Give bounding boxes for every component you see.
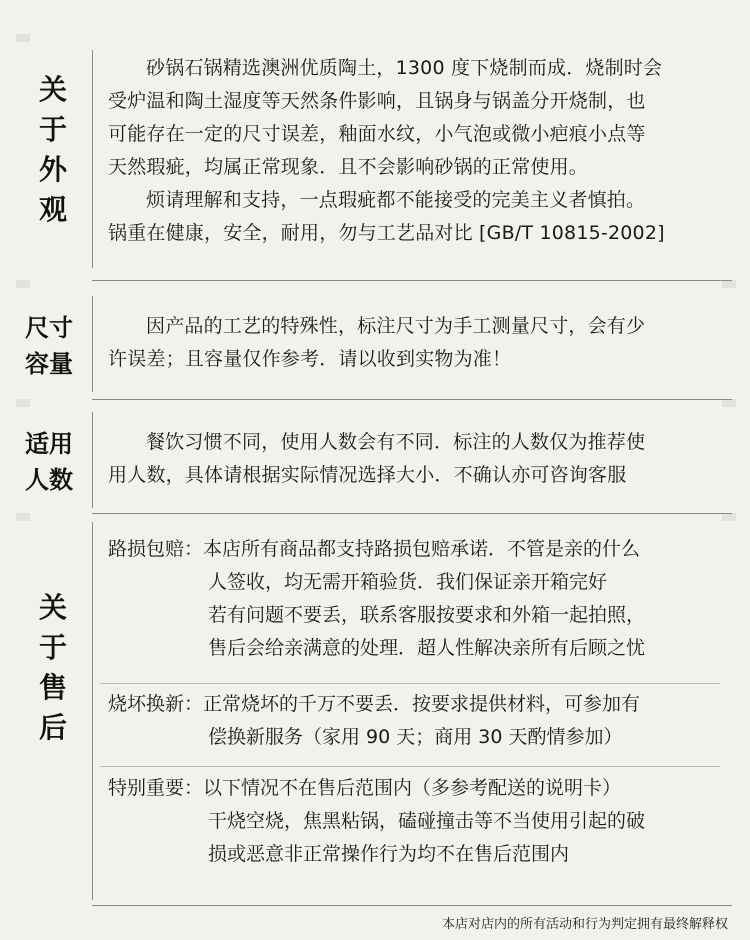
people-text xyxy=(108,426,720,492)
divider-vertical xyxy=(92,412,93,508)
label-line: 适用 xyxy=(25,430,73,458)
appearance-text xyxy=(108,52,720,250)
corner-mark xyxy=(16,399,30,407)
label-char: 售 xyxy=(38,671,67,704)
label-line: 尺寸 xyxy=(25,314,73,342)
aftersale-item-replace xyxy=(108,688,720,754)
text-line: 用人数，具体请根据实际情况选择大小．不确认亦可咨询客服 xyxy=(108,464,627,486)
section-label-people xyxy=(14,426,84,498)
label-line: 人数 xyxy=(25,466,73,494)
section-label-aftersale xyxy=(38,590,68,750)
label-char: 关 xyxy=(38,73,67,106)
corner-mark xyxy=(722,280,736,288)
text-line: 烦请理解和支持，一点瑕疵都不能接受的完美主义者慎拍。 xyxy=(146,189,646,211)
text-line: 正常烧坏的千万不要丢．按要求提供材料，可参加有 xyxy=(203,693,641,715)
divider-vertical xyxy=(92,50,93,268)
divider-horizontal xyxy=(92,280,732,281)
label-char: 外 xyxy=(38,153,67,186)
text-line: 许误差；且容量仅作参考．请以收到实物为准！ xyxy=(108,348,512,370)
text-line: 因产品的工艺的特殊性，标注尺寸为手工测量尺寸，会有少 xyxy=(146,315,646,337)
text-line: 可能存在一定的尺寸误差，釉面水纹，小气泡或微小疤痕小点等 xyxy=(108,123,646,145)
text-line: 天然瑕疵，均属正常现象．且不会影响砂锅的正常使用。 xyxy=(108,156,589,178)
item-key: 烧坏换新： xyxy=(108,693,204,715)
text-line: 受炉温和陶土湿度等天然条件影响，且锅身与锅盖分开烧制，也 xyxy=(108,90,646,112)
item-key: 路损包赔： xyxy=(108,538,204,560)
corner-mark xyxy=(16,34,30,42)
corner-mark xyxy=(16,513,30,521)
text-line: 人签收，均无需开箱验货．我们保证亲开箱完好 xyxy=(208,571,608,593)
corner-mark xyxy=(722,399,736,407)
text-line: 若有问题不要丢，联系客服按要求和外箱一起拍照， xyxy=(208,604,646,626)
corner-mark xyxy=(16,280,30,288)
text-line: 本店所有商品都支持路损包赔承诺．不管是亲的什么 xyxy=(203,538,641,560)
label-char: 观 xyxy=(38,193,67,226)
text-line: 以下情况不在售后范围内（多参考配送的说明卡） xyxy=(203,777,622,799)
divider-horizontal xyxy=(100,766,720,767)
text-line: 偿换新服务（家用 90 天；商用 30 天酌情参加） xyxy=(208,726,623,748)
label-char: 后 xyxy=(38,711,67,744)
text-line: 干烧空烧，焦黑粘锅，磕碰撞击等不当使用引起的破 xyxy=(208,810,646,832)
footer-disclaimer: 本店对店内的所有活动和行为判定拥有最终解释权 xyxy=(441,917,728,932)
label-line: 容量 xyxy=(25,350,73,378)
section-label-appearance xyxy=(38,72,68,232)
divider-vertical xyxy=(92,522,93,900)
aftersale-item-damage xyxy=(108,533,720,665)
corner-mark xyxy=(722,513,736,521)
text-line: 损或恶意非正常操作行为均不在售后范围内 xyxy=(208,843,570,865)
section-label-size xyxy=(14,310,84,382)
label-char: 于 xyxy=(38,631,67,664)
label-char: 关 xyxy=(38,591,67,624)
divider-horizontal xyxy=(100,683,720,684)
size-text xyxy=(108,310,720,376)
divider-horizontal xyxy=(92,513,732,514)
text-line: 售后会给亲满意的处理．超人性解决亲所有后顾之忧 xyxy=(208,637,646,659)
divider-horizontal xyxy=(92,905,732,906)
text-line: 锅重在健康，安全，耐用，勿与工艺品对比 [GB/T 10815-2002] xyxy=(108,222,665,244)
divider-vertical xyxy=(92,296,93,392)
text-line: 餐饮习惯不同，使用人数会有不同．标注的人数仅为推荐使 xyxy=(146,431,646,453)
aftersale-item-important xyxy=(108,772,720,871)
text-line: 砂锅石锅精选澳洲优质陶土，1300 度下烧制而成．烧制时会 xyxy=(146,57,663,79)
divider-horizontal xyxy=(92,399,732,400)
item-key: 特别重要： xyxy=(108,777,204,799)
label-char: 于 xyxy=(38,113,67,146)
